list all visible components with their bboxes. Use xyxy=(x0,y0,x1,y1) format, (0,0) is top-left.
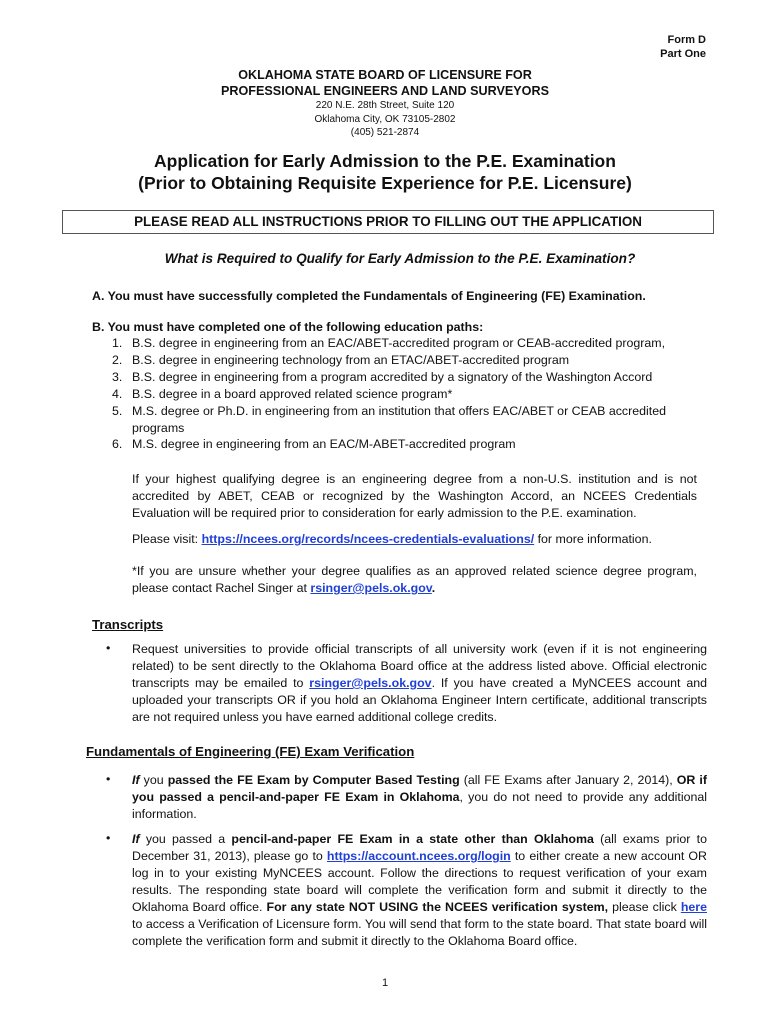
requirement-b: B. You must have completed one of the following education paths: xyxy=(92,320,484,334)
board-phone: (405) 521-2874 xyxy=(350,127,420,138)
title-line1: Application for Early Admission to the P.E. Examination xyxy=(154,151,616,171)
title-line2: (Prior to Obtaining Requisite Experience for P.E. Licensure) xyxy=(138,173,632,193)
instructions-notice: PLEASE READ ALL INSTRUCTIONS PRIOR TO FILLING OUT THE APPLICATION xyxy=(62,210,714,234)
fe-verification-heading: Fundamentals of Engineering (FE) Exam Verification xyxy=(86,744,415,759)
list-item: 5. M.S. degree or Ph.D. in engineering from an institution that offers EAC/ABET or CEAB accredited programs xyxy=(112,403,666,435)
form-part: Part One xyxy=(660,48,706,60)
board-name-line2: PROFESSIONAL ENGINEERS AND LAND SURVEYORS xyxy=(221,84,549,98)
related-science-note: *If you are unsure whether your degree qualifies as an approved related science degree program, please contact Rachel Singer at rsinger@pels.ok.gov. xyxy=(132,564,697,595)
page-title xyxy=(0,150,770,194)
list-item: 6. M.S. degree in engineering from an EAC/M-ABET-accredited program xyxy=(112,437,516,452)
fe-bullet-pencil-paper: If you passed a pencil-and-paper FE Exam in a state other than Oklahoma (all exams prior to December 31, 2013), please go to https://account.ncees.org/login to either create a new account OR log in to your existing MyNCEES account. Follow the directions to request verification of your exam results. The responding state board will complete the verification form and submit it directly to the Oklahoma Board office. For any state NOT USING the NCEES verification system, please click here to access a Verification of Licensure form. You will send that form to the state board. That state board will complete the verification form and submit it directly to the Oklahoma Board office. xyxy=(132,832,708,948)
verification-form-link[interactable]: here xyxy=(680,900,707,914)
qualification-question: What is Required to Qualify for Early Admission to the P.E. Examination? xyxy=(164,251,636,266)
transcripts-instructions: Request universities to provide official transcripts of all university work (even if it is not engineering related) to be sent directly to the Oklahoma Board office at the address listed above. Official electronic transcripts may be emailed to rsinger@pels.ok.gov. If you have created a MyNCEES account and uploaded your transcripts OR if you hold an Oklahoma Engineer Intern certificate, additional transcripts are not required unless you have earned additional college credits. xyxy=(132,642,707,724)
foreign-degree-note: If your highest qualifying degree is an engineering degree from a non-U.S. institution and is not accredited by ABET, CEAB or recognized by the Washington Accord, an NCEES Credentials Evaluation will be required prior to consideration for early admission to the P.E. examination. xyxy=(132,472,697,520)
education-paths-list xyxy=(112,335,712,453)
fe-bullet-computer-based: If you passed the FE Exam by Computer Based Testing (all FE Exams after January 2, 2014), OR if you passed a pencil-and-paper FE Exam in Oklahoma, you do not need to provide any additional information. xyxy=(132,773,707,821)
board-address1: 220 N.E. 28th Street, Suite 120 xyxy=(315,100,455,111)
board-address2: Oklahoma City, OK 73105-2802 xyxy=(314,113,456,125)
list-item: 4. B.S. degree in a board approved related science program* xyxy=(112,386,453,401)
contact-email-link[interactable]: rsinger@pels.ok.gov xyxy=(310,581,432,595)
board-header xyxy=(0,67,770,140)
requirement-a: A. You must have successfully completed the Fundamentals of Engineering (FE) Examination. xyxy=(92,289,646,303)
page-number: 1 xyxy=(381,977,389,989)
credentials-evaluation-link[interactable]: https://ncees.org/records/ncees-credentials-evaluations/ xyxy=(201,532,535,546)
form-id xyxy=(660,33,706,61)
list-item: 2. B.S. degree in engineering technology from an ETAC/ABET-accredited program xyxy=(112,352,570,367)
form-label: Form D xyxy=(667,34,706,46)
credentials-visit-line: Please visit: https://ncees.org/records/ncees-credentials-evaluations/ for more information. xyxy=(132,532,652,546)
board-name-line1: OKLAHOMA STATE BOARD OF LICENSURE FOR xyxy=(238,68,532,82)
bullet-icon: • xyxy=(106,772,111,786)
ncees-login-link[interactable]: https://account.ncees.org/login xyxy=(326,849,511,863)
transcripts-heading: Transcripts xyxy=(92,617,164,632)
list-item: 1. B.S. degree in engineering from an EAC/ABET-accredited program or CEAB-accredited program, xyxy=(112,336,666,350)
bullet-icon: • xyxy=(106,831,111,845)
bullet-icon: • xyxy=(106,641,111,655)
list-item: 3. B.S. degree in engineering from a program accredited by a signatory of the Washington Accord xyxy=(112,369,653,384)
transcripts-email-link[interactable]: rsinger@pels.ok.gov xyxy=(309,676,432,690)
